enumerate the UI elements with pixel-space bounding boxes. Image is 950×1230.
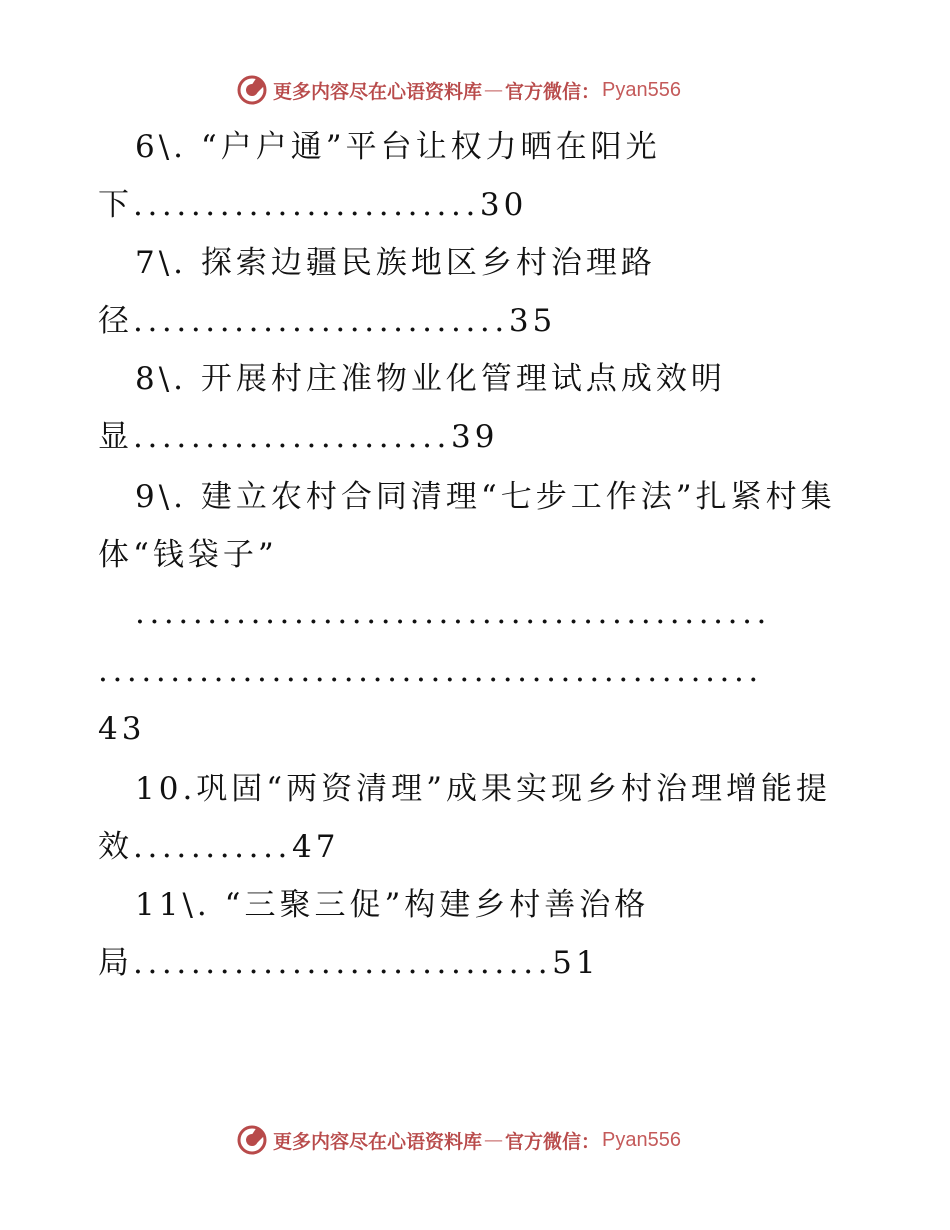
watermark-id: Pyan556 (602, 78, 681, 101)
toc-entry-10-dots: ........... (133, 829, 292, 865)
toc-entry-6-tail: 下 (98, 187, 133, 223)
toc-entry-11-page: 51 (552, 945, 600, 981)
toc-entry-9-dots-line-1: ............................................ (135, 595, 771, 631)
watermark-id: Pyan556 (602, 1128, 681, 1151)
header-watermark (235, 72, 681, 108)
watermark-text: 更多内容尽在心语资料库 (273, 80, 483, 103)
toc-entry-11-title: 11\. “三聚三促”构建乡村善治格 (135, 887, 650, 923)
toc-entry-7-tail: 径 (98, 303, 133, 339)
toc-entry-9-tail: 体“钱袋子” (98, 537, 278, 573)
watermark-separator: — (484, 79, 504, 101)
watermark-text: 更多内容尽在心语资料库 (273, 1130, 483, 1153)
toc-entry-10-continuation (98, 818, 339, 876)
toc-entry-9-page: 43 (98, 711, 146, 747)
pen-logo-icon (235, 1123, 269, 1157)
toc-entry-9-dots-line-2: .............................................. (98, 653, 763, 689)
footer-watermark (235, 1122, 681, 1158)
watermark-separator: — (484, 1129, 504, 1151)
toc-entry-10-page: 47 (292, 829, 340, 865)
toc-entry-8-tail: 显 (98, 419, 133, 455)
toc-entry-11-dots: ............................. (133, 945, 553, 981)
toc-entry-8-title: 8\. 开展村庄准物业化管理试点成效明 (135, 361, 726, 397)
toc-entry-7-page: 35 (508, 303, 557, 339)
toc-entry-11-continuation (98, 934, 600, 992)
toc-entry-9-title: 9\. 建立农村合同清理“七步工作法”扎紧村集 (135, 479, 836, 515)
toc-entry-8-dots: ...................... (133, 419, 451, 455)
toc-entry-7-continuation (98, 292, 556, 350)
toc-entry-6-page: 30 (479, 187, 528, 223)
toc-entry-7-title: 7\. 探索边疆民族地区乡村治理路 (135, 245, 656, 281)
toc-entry-8-continuation (98, 408, 498, 466)
watermark-label: 官方微信： (505, 1130, 601, 1153)
toc-entry-10-tail: 效 (98, 829, 133, 865)
toc-entry-7-dots: .......................... (133, 303, 509, 339)
toc-entry-8-page: 39 (451, 419, 499, 455)
pen-logo-icon (235, 73, 269, 107)
watermark-label: 官方微信： (505, 80, 601, 103)
toc-entry-10-title: 10.巩固“两资清理”成果实现乡村治理增能提 (135, 771, 831, 807)
toc-entry-6-title: 6\. “户户通”平台让权力晒在阳光 (135, 129, 661, 165)
toc-entry-11-tail: 局 (98, 945, 133, 981)
toc-entry-6-continuation (98, 176, 527, 234)
toc-entry-6-dots: ........................ (133, 187, 480, 223)
